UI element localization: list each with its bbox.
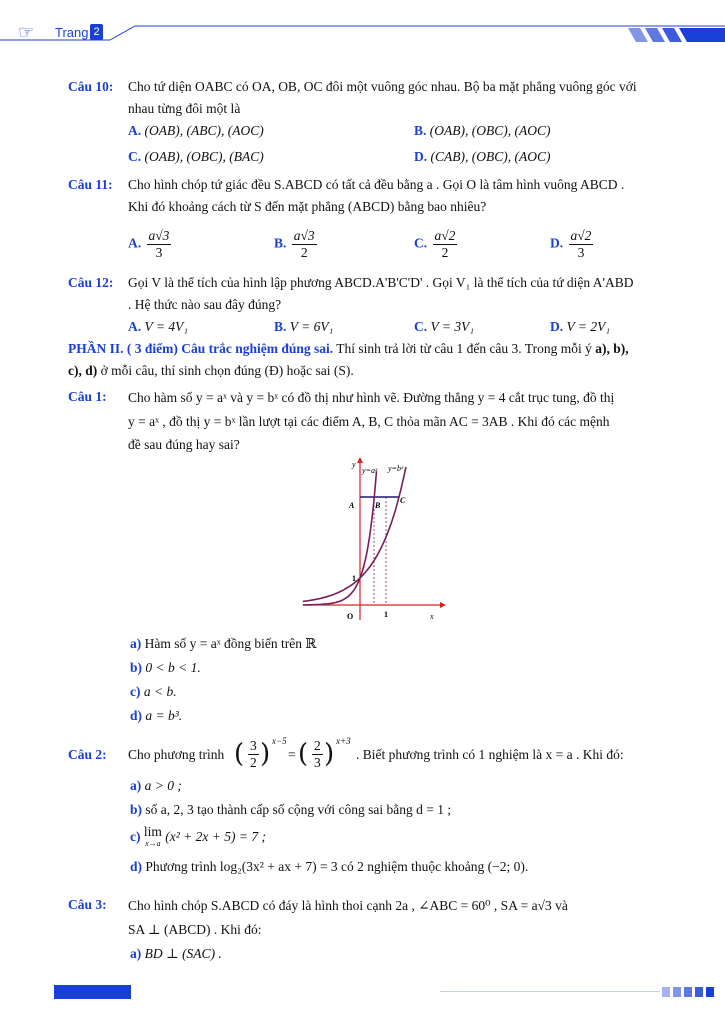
- question-number: Câu 11:: [68, 177, 113, 192]
- pointing-hand-icon: ☞: [18, 22, 35, 43]
- question-suffix: . Biết phương trình có 1 nghiệm là x = a . Khi đó:: [356, 747, 624, 762]
- question-line: Gọi V là thể tích của hình lập phương ABCD.A'B'C'D' . Gọi V₁ là thể tích của tứ diện A'ABD: [128, 275, 634, 290]
- limit-subscript: x→a: [145, 838, 161, 848]
- footer-square: [673, 987, 681, 997]
- question-number: Câu 12:: [68, 275, 114, 290]
- problem-3-statements: [130, 942, 670, 966]
- statement-b[interactable]: b) số a, 2, 3 tạo thành cấp số cộng với công sai bằng d = 1 ;: [130, 802, 452, 817]
- footer-square: [662, 987, 670, 997]
- option-b[interactable]: B. $\frac{a√3}{2}$: [274, 228, 315, 260]
- question-number: Câu 2:: [68, 747, 107, 762]
- question-line: Cho hình chóp S.ABCD có đáy là hình thoi cạnh 2a , ∠ABC = 60⁰ , SA = a√3 và: [128, 898, 568, 913]
- question-line: SA ⊥ (ABCD) . Khi đó:: [128, 922, 262, 937]
- page-number: 2: [90, 24, 103, 40]
- page-header: [0, 0, 725, 56]
- footer-line: [440, 991, 660, 992]
- y-axis-arrow: [357, 457, 363, 463]
- question-10: [68, 76, 678, 172]
- problem-2-statements: [130, 774, 675, 882]
- statement-a[interactable]: a) Hàm số y = aˣ đồng biến trên ℝ: [130, 636, 317, 651]
- problem-2: [68, 736, 678, 772]
- question-prefix: Cho phương trình: [128, 747, 225, 762]
- option-row: [128, 316, 678, 338]
- option-d[interactable]: D. (CAB), (OBC), (AOC): [414, 149, 551, 164]
- part-2-text: Thí sinh trả lời từ câu 1 đến câu 3. Trong mỗi ý: [333, 341, 596, 356]
- statement-b[interactable]: b) 0 < b < 1.: [130, 660, 201, 675]
- question-text: [128, 894, 678, 942]
- option-a[interactable]: A. (OAB), (ABC), (AOC): [128, 123, 264, 138]
- option-row: [128, 146, 678, 172]
- question-line: Cho hàm số y = aˣ và y = bˣ có đồ thị như hình vẽ. Đường thẳng y = 4 cắt trục tung, đồ thị: [128, 390, 615, 405]
- option-row: [128, 120, 678, 146]
- question-line: đề sau đúng hay sai?: [128, 437, 240, 452]
- question-line: y = aˣ , đồ thị y = bˣ lần lượt tại các điểm A, B, C thỏa mãn AC = 3AB . Khi đó các mệnh: [128, 414, 610, 429]
- tick-1-y: 1: [352, 574, 356, 583]
- page-label: Trang: [55, 25, 89, 40]
- problem-1-statements: [130, 632, 670, 728]
- point-b-label: B: [375, 501, 381, 510]
- option-c[interactable]: C. V = 3V₁: [414, 319, 475, 334]
- statement-a[interactable]: a) BD ⊥ (SAC) .: [130, 946, 222, 961]
- x-axis-label: x: [430, 612, 434, 621]
- origin-label: O: [347, 612, 354, 621]
- curve-b-label: y=bˣ: [388, 464, 404, 473]
- header-decoration: [0, 0, 725, 56]
- footer-square: [684, 987, 692, 997]
- curve-a-label: y=aˣ: [362, 466, 378, 475]
- option-a[interactable]: A. V = 4V₁: [128, 319, 189, 334]
- part-2-options: c), d): [68, 363, 98, 378]
- point-c-label: C: [400, 496, 406, 505]
- question-text: [128, 174, 678, 218]
- footer-bar: [54, 985, 131, 999]
- option-b[interactable]: B. (OAB), (OBC), (AOC): [414, 123, 551, 138]
- footer-square: [706, 987, 714, 997]
- option-c[interactable]: C. $\frac{a√2}{2}$: [414, 228, 456, 260]
- base-fraction-2: $\frac{2}{3}$: [314, 738, 321, 770]
- equals-sign: =: [288, 747, 296, 762]
- footer-square: [695, 987, 703, 997]
- part-2-text: ở mỗi câu, thí sinh chọn đúng (Đ) hoặc sai (S).: [97, 363, 354, 378]
- option-d[interactable]: D. $\frac{a√2}{3}$: [550, 228, 592, 260]
- question-12: [68, 272, 678, 338]
- question-number: Câu 3:: [68, 897, 107, 912]
- paren-right: ): [324, 739, 335, 769]
- question-line: Khi đó khoảng cách từ S đến mặt phẳng (ABCD) bằng bao nhiêu?: [128, 199, 487, 214]
- question-number: Câu 1:: [68, 389, 107, 404]
- option-row: [128, 222, 678, 266]
- option-c[interactable]: C. (OAB), (OBC), (BAC): [128, 149, 264, 164]
- question-text: [128, 272, 678, 316]
- tick-1-x: 1: [384, 610, 388, 619]
- exponent-1: x−5: [272, 736, 287, 746]
- statement-a[interactable]: a) a > 0 ;: [130, 778, 182, 793]
- curve-a-x: [303, 471, 377, 605]
- x-axis-arrow: [440, 602, 446, 608]
- problem-1: [68, 386, 678, 456]
- statement-d[interactable]: d) a = b³.: [130, 708, 183, 723]
- question-line: Cho hình chóp tứ giác đều S.ABCD có tất cả đều bằng a . Gọi O là tâm hình vuông ABCD .: [128, 177, 625, 192]
- part-2-instructions: [68, 338, 678, 382]
- base-fraction-1: $\frac{3}{2}$: [250, 738, 257, 770]
- part-2-options: a), b),: [595, 341, 629, 356]
- statement-c[interactable]: c) lim x→a (x² + 2x + 5) = 7 ;: [130, 823, 266, 848]
- statement-c[interactable]: c) a < b.: [130, 684, 177, 699]
- point-a-label: A: [349, 501, 355, 510]
- paren-left: (: [234, 739, 245, 769]
- paren-right: ): [260, 739, 271, 769]
- question-line: . Hệ thức nào sau đây đúng?: [128, 297, 282, 312]
- exponential-graph: [300, 455, 450, 625]
- exponent-2: x+3: [336, 736, 351, 746]
- question-text: [128, 76, 678, 120]
- y-axis-label: y: [352, 460, 356, 469]
- part-2-title: PHẦN II. ( 3 điểm) Câu trắc nghiệm đúng sai.: [68, 341, 334, 356]
- paren-left: (: [298, 739, 309, 769]
- question-11: [68, 174, 678, 266]
- question-number: Câu 10:: [68, 79, 114, 94]
- limit-symbol: lim: [143, 823, 162, 839]
- option-d[interactable]: D. V = 2V₁: [550, 319, 611, 334]
- problem-3: [68, 894, 678, 942]
- question-line: Cho tứ diện OABC có OA, OB, OC đôi một vuông góc nhau. Bộ ba mặt phẳng vuông góc với: [128, 79, 637, 94]
- question-text: [128, 386, 678, 456]
- option-b[interactable]: B. V = 6V₁: [274, 319, 334, 334]
- question-text: [128, 736, 678, 772]
- question-line: nhau từng đôi một là: [128, 101, 241, 116]
- statement-d[interactable]: d) Phương trình log₂(3x² + ax + 7) = 3 có 2 nghiệm thuộc khoảng (−2; 0).: [130, 859, 529, 874]
- option-a[interactable]: A. $\frac{a√3}{3}$: [128, 228, 170, 260]
